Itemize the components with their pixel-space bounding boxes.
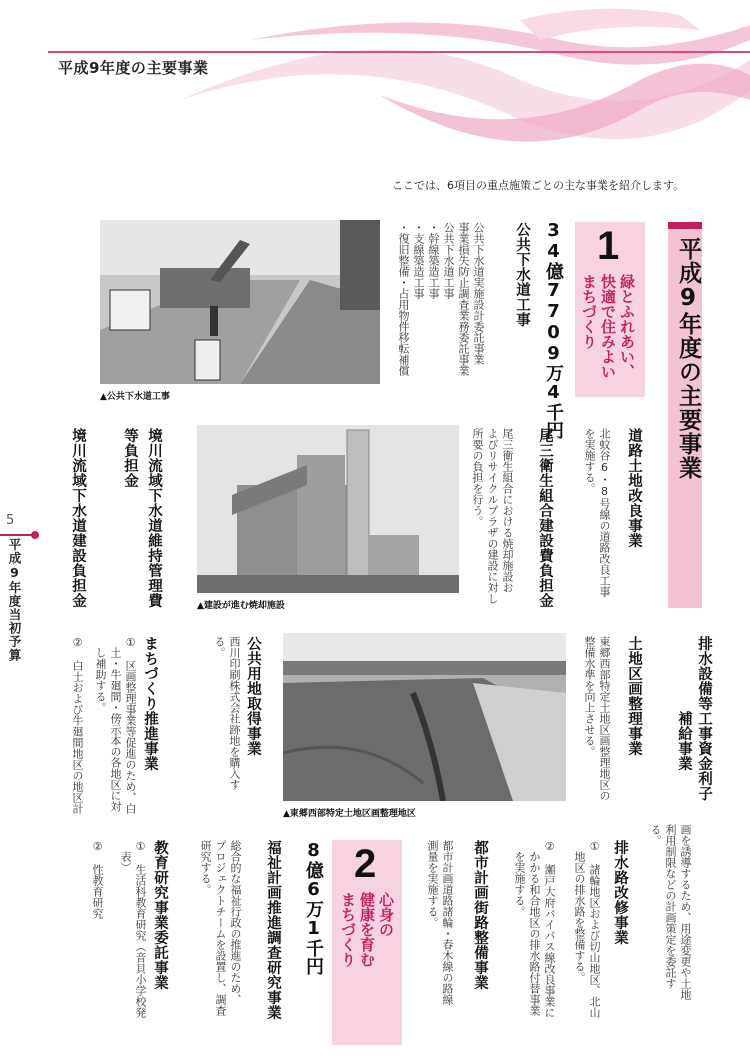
education-title: 教育研究事業委託事業 [152, 840, 168, 990]
education-item-1: ① 生活科教育研究（音貝小学校発 表） [119, 840, 147, 1018]
land-photo-caption: ▲東郷西部特定土地区画整理地区 [283, 809, 416, 819]
incinerator-photo [197, 425, 459, 593]
land-readjustment-body: 東郷西部特定土地区画整理地区の 整備水準を向上させる。 [583, 636, 611, 801]
main-title: 平成9年度の主要事業 [675, 237, 701, 480]
city-road-title: 都市計画街路整備事業 [472, 840, 488, 990]
category-2-box [332, 840, 402, 1045]
sewer-title: 公共下水道工事 [514, 222, 530, 327]
category-2-number: 2 [354, 842, 377, 886]
machi-title: まちづくり推進事業 [142, 636, 158, 771]
drain-improve-item-2: ② 瀬戸大府バイパス線改良事業に かかる和合地区の排水路付替事業 を実施する。 [513, 840, 556, 1018]
land-readjustment-title: 土地区画整理事業 [626, 636, 642, 756]
city-road-body: 都市計画道路諸輪・春木線の路線 測量を実施する。 [426, 840, 454, 1005]
category-1-text: 緑とふれあい、 快適で住みよい まちづくり [580, 274, 636, 379]
category-1-box [575, 222, 645, 397]
machi-item-2: ② 白土および牛廻間地区の地区計 [71, 636, 84, 814]
welfare-amount: 8億6万1千円 [303, 840, 324, 975]
road-body: 北蚊谷6・8号線の道路改良工事 を実施する。 [583, 428, 611, 597]
sewer-photo-caption: ▲公共下水道工事 [100, 392, 170, 402]
sewer-items: 公共下水道実施設計委託事業 事業損失防止調査業務委託事業 公共下水道工事 ・幹線築造工事 ・支線築造工事 ・復旧整備・占用物件移転補償 [397, 222, 485, 376]
road-title: 道路土地改良事業 [626, 428, 642, 548]
land-readjustment-photo [283, 633, 566, 801]
education-item-2: ② 性教育研究 [91, 840, 104, 919]
welfare-body: 総合的な福祉行政の推進のため、 プロジェクトチームを設置し、調査 研究する。 [199, 840, 242, 1016]
side-accent-dot [31, 531, 39, 539]
main-title-bar [668, 222, 702, 608]
sakai-maintenance-title: 境川流域下水道維持管理費 等負担金 [122, 428, 162, 608]
onisan-body: 尾三衛生組合における焼却施設お よびリサイクルプラザの建設に対し 所要の負担を行う。 [471, 428, 514, 604]
public-land-body: 西川印刷株式会社跡地を購入す る。 [213, 636, 241, 790]
intro-text: ここでは、6項目の重点施策ごとの主な事業を紹介します。 [392, 179, 685, 192]
sewer-amount: 34億7709万4千円 [543, 220, 564, 439]
category-1-number: 1 [597, 224, 620, 268]
incinerator-photo-caption: ▲建設が進む焼却施設 [197, 601, 285, 611]
drain-subsidy-title: 排水設備等工事資金利子 補給事業 [676, 636, 712, 801]
drain-improve-title: 排水路改修事業 [612, 840, 628, 945]
welfare-title: 福祉計画推進調査研究事業 [265, 840, 281, 1020]
header-ribbon [0, 0, 750, 200]
category-2-text: 心身の 健康を育む まちづくり [339, 892, 395, 967]
drain-improve-item-1: ① 諸輪地区および切山地区、北山 地区の排水路を整備する。 [573, 840, 601, 1018]
onisan-title: 尾三衛生組合建設費負担金 [537, 428, 553, 608]
sakai-construction-title: 境川流域下水道建設負担金 [70, 428, 86, 608]
machi-item-1: ① 区画整理事業等促進のため、白 土・牛廻間・傍示本の各地区に対 し補助する。 [94, 636, 137, 814]
public-land-title: 公共用地取得事業 [245, 636, 261, 756]
side-label: 平成9年度当初予算 [7, 538, 22, 662]
page-number: 5 [6, 513, 15, 528]
sewer-construction-photo [100, 220, 380, 384]
drain-subsidy-body: 画を誘導するため、用途変更や土地 利用制限などの計画策定を委託す る。 [649, 824, 692, 1000]
side-accent-line [0, 534, 34, 536]
page-header-title: 平成9年度の主要事業 [58, 59, 209, 77]
